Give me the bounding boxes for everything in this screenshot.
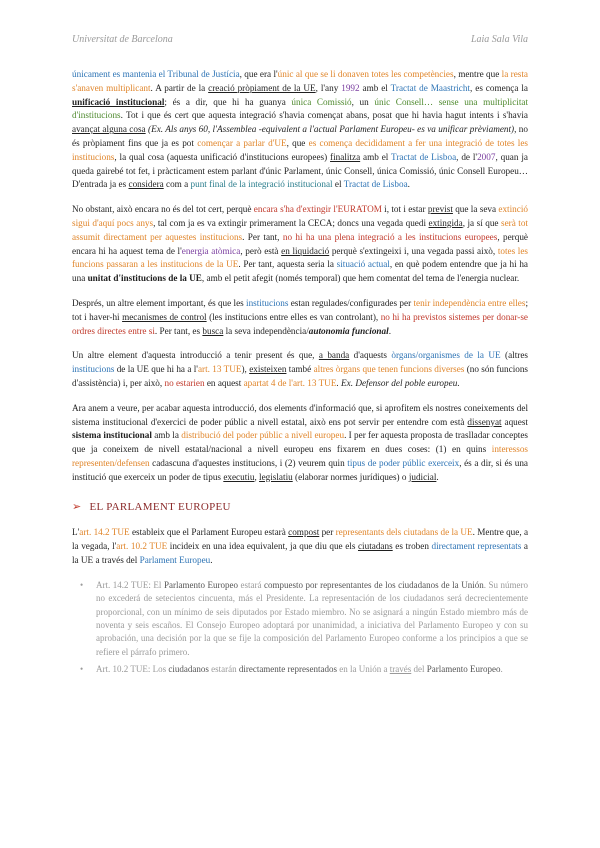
text: L' bbox=[72, 527, 80, 538]
text: estan regulades/configurades per bbox=[288, 297, 414, 308]
text: situació actual bbox=[336, 259, 390, 270]
bullet-icon: • bbox=[80, 664, 84, 675]
text: Tractat de Lisboa bbox=[391, 151, 457, 162]
text: sistema institucional bbox=[72, 430, 152, 441]
text: . bbox=[388, 325, 391, 336]
text: , és a dir, si és una institució que exerceix un poder de tipus bbox=[72, 457, 528, 482]
text: (elaborar normes jurídiques) o bbox=[292, 471, 409, 482]
text: existeixen bbox=[249, 364, 287, 375]
text: amb el bbox=[359, 82, 391, 93]
text: a banda bbox=[318, 350, 350, 361]
text: compost bbox=[288, 527, 320, 538]
text: 1992 bbox=[341, 82, 360, 93]
header-left: Universitat de Barcelona bbox=[72, 34, 173, 45]
text: institucions bbox=[72, 364, 115, 375]
bullet-icon: • bbox=[80, 579, 84, 590]
text: extinció sigui d'aquí pocs anys bbox=[72, 204, 528, 228]
text: es troben bbox=[392, 541, 432, 552]
text: . Su número no excederá de setecientos cincuenta, más el Presidente. La representación de los ciudadanos será decrecientemente proporcional, con un mínimo de seis diputados por Estado miembro. No se asignará a ningún Estado miembro más de noventa y seis escaños. El Consejo Europeo adoptará por unanimidad, a iniciativa del Parlamento Europeo y con su aprobación, una decisión por la que se fije la composición del Parlamento Europeo conforme a los principios a que se refiere el párrafo primero. bbox=[96, 579, 529, 657]
text: Ara anem a veure, per acabar aquesta introducció, dos elements d'informació que, si aprofitem els nostres coneixements del sistema institucional d'exercici de poder públic a nivell estatal, això ens pot servir per entendre com està bbox=[72, 402, 528, 427]
text: Després, un altre element important, és que les bbox=[72, 297, 247, 308]
text: (altres bbox=[500, 350, 529, 361]
section-title: EL PARLAMENT EUROPEU bbox=[89, 500, 231, 513]
text: , un bbox=[351, 96, 375, 107]
text: , de l' bbox=[456, 151, 478, 162]
text: art. 14.2 TUE bbox=[79, 527, 130, 538]
text: d'aquests bbox=[349, 350, 392, 361]
text: 2007 bbox=[477, 151, 496, 162]
text: únicament es mantenia el Tribunal de Justícia bbox=[72, 69, 240, 79]
text: altres òrgans que tenen funcions diverses bbox=[313, 364, 465, 375]
text: estableix que el Parlament Europeu estarà bbox=[129, 527, 289, 538]
text: autonomia funcional bbox=[308, 325, 389, 336]
text: , quan ja queda gairebé tot fet, i pràcticament estem parlant d'únic Parlament, únic Consell, única Comissió, únic Consell Europeu… D'entrada ja es bbox=[72, 151, 528, 190]
text: busca bbox=[202, 325, 224, 336]
text: en liquidació bbox=[281, 245, 330, 256]
text: Art. 14.2 TUE: El bbox=[96, 579, 164, 590]
text: . bbox=[210, 554, 213, 565]
text: (no són funcions d'assistència) bbox=[72, 364, 529, 388]
text: considera bbox=[128, 179, 164, 190]
text: . bbox=[436, 471, 439, 482]
text: es comença decididament a fer una integració de totes les institucions bbox=[72, 137, 528, 162]
text: , però està bbox=[240, 245, 282, 256]
text: , amb el petit afegit (només temporal) que hem comentat del tema de l'energia nuclear. bbox=[201, 273, 520, 284]
text: Art. 10.2 TUE: Los bbox=[96, 664, 169, 675]
paragraph-2 bbox=[72, 203, 528, 286]
text: , que era l' bbox=[239, 69, 278, 79]
text: Parlamento Europeo bbox=[426, 664, 501, 675]
text: art. 10.2 TUE bbox=[116, 541, 168, 552]
text: . Per tant, bbox=[242, 231, 283, 242]
paragraph-5 bbox=[72, 402, 528, 485]
text: no estarien bbox=[164, 377, 205, 388]
document-body bbox=[72, 68, 528, 681]
text: extingida bbox=[428, 217, 463, 228]
text: . bbox=[407, 179, 410, 190]
text: , mentre que bbox=[453, 69, 502, 79]
text: ), bbox=[241, 364, 250, 375]
text: legislatiu bbox=[259, 471, 293, 482]
text: mecanismes de control bbox=[122, 311, 207, 322]
text: interessos representen/defensen bbox=[72, 444, 528, 468]
text: també bbox=[286, 364, 314, 375]
text: per bbox=[319, 527, 336, 538]
section-heading bbox=[72, 501, 528, 515]
text: la resta s'anaven multiplicant bbox=[72, 69, 528, 93]
text: ciutadans bbox=[357, 541, 393, 552]
text: aquest bbox=[501, 416, 528, 427]
text: unificació institucional bbox=[72, 96, 165, 107]
text: , ja sí que bbox=[462, 217, 501, 228]
text: estarán bbox=[208, 664, 239, 675]
paragraph-1 bbox=[72, 68, 528, 192]
text: , l'any bbox=[315, 82, 342, 93]
text: . Tot i que és cert que aquesta integració s'havia començat abans, posat que hi havia hagut intents i s'havia bbox=[120, 110, 528, 121]
text: , en què podem entendre que ja hi ha una bbox=[72, 259, 528, 284]
text: del bbox=[411, 664, 427, 675]
text: únic al que se li donaven totes les competències bbox=[277, 69, 454, 79]
text: a la UE a través del bbox=[72, 541, 528, 565]
text: Un altre element d'aquesta introducció a tenir present és que, bbox=[72, 350, 319, 361]
text: únic Consell… sense una multiplicitat d'institucions bbox=[72, 96, 529, 121]
text: . I per fer aquesta proposta de traslladar conceptes que ja coneixem de nivell estatal/nacional a nivell europeu ens fixarem en dues coses: (1) en quins bbox=[72, 430, 529, 455]
text: la seva independència/ bbox=[223, 325, 309, 336]
text: creació pròpiament de la UE bbox=[208, 82, 316, 93]
text: executiu bbox=[223, 471, 255, 482]
text: que la seva bbox=[452, 204, 499, 215]
text: no hi ha una plena integració a les institucions europees bbox=[282, 231, 498, 242]
paragraph-3 bbox=[72, 297, 528, 338]
text: en la Unión a bbox=[337, 664, 390, 675]
text: , bbox=[254, 471, 260, 482]
text: única Comissió bbox=[291, 96, 352, 107]
text: , es comença la bbox=[470, 82, 528, 93]
text: perquè s'extingeixi i, una vegada passi això, bbox=[329, 245, 498, 256]
text: , perquè encara hi ha aquest tema de l' bbox=[72, 231, 528, 256]
text: en aquest bbox=[204, 377, 244, 388]
text: com a bbox=[163, 179, 191, 190]
quote-art-14-2 bbox=[72, 579, 528, 659]
text: . bbox=[457, 377, 460, 388]
text: Parlamento Europeo bbox=[163, 579, 238, 590]
text: cadascuna d'aquestes institucions, i (2) veurem quin bbox=[149, 457, 348, 468]
text: distribució del poder públic a nivell europeu bbox=[181, 430, 345, 441]
text: No obstant, això encara no és del tot cert, perquè bbox=[72, 204, 254, 215]
text: , no és pròpiament fins que ja es pot bbox=[72, 124, 528, 148]
text: , tal com ja es va extingir primerament la CECA; doncs una vegada quedi bbox=[153, 217, 429, 228]
text: art. 13 TUE bbox=[197, 364, 242, 375]
text: , la qual cosa (aquesta unificació d'institucions europees) bbox=[114, 151, 331, 162]
text: judicial bbox=[408, 471, 437, 482]
text: previst bbox=[427, 204, 453, 215]
arrow-icon: ➢ bbox=[72, 500, 82, 513]
text: dissenyat bbox=[467, 416, 502, 427]
text: directamente representados bbox=[238, 664, 338, 675]
text: . bbox=[500, 664, 503, 675]
quote-art-10-2 bbox=[72, 663, 528, 676]
text: ciudadanos bbox=[168, 664, 209, 675]
header-right: Laia Sala Vila bbox=[470, 34, 528, 45]
text: , que bbox=[286, 137, 309, 148]
text: incideix en una idea equivalent, ja que diu que els bbox=[167, 541, 358, 552]
paragraph-6 bbox=[72, 526, 528, 567]
text: compuesto por representantes de los ciudadanos de la Unión bbox=[264, 579, 484, 590]
text: estará bbox=[237, 579, 265, 590]
text: amb la bbox=[151, 430, 182, 441]
paragraph-4 bbox=[72, 349, 528, 390]
text: directament representats bbox=[431, 541, 522, 552]
text: el bbox=[332, 179, 344, 190]
text: . Per tant, aquesta seria la bbox=[238, 259, 337, 270]
text: unitat d'institucions de la UE bbox=[87, 273, 202, 284]
text: encara s'ha d'extingir l'EURATOM bbox=[253, 204, 382, 215]
text: començar a parlar d'UE bbox=[197, 137, 287, 148]
text: i, tot i estar bbox=[381, 204, 428, 215]
text: finalitza bbox=[330, 151, 361, 162]
text: ; tot i haver-hi bbox=[72, 297, 528, 322]
text: punt final de la integració institucional bbox=[190, 179, 333, 190]
text: Tractat de Maastricht bbox=[390, 82, 471, 93]
text: totes les funcions passaran a les institucions de la UE bbox=[72, 245, 528, 270]
text: representants dels ciutadans de la UE bbox=[335, 527, 473, 538]
text: (Ex. Als anys 60, l'Assemblea -equivalent a l'actual Parlament Europeu- es va unificar prèviament) bbox=[145, 124, 515, 135]
text: Tractat de Lisboa bbox=[343, 179, 408, 190]
text: (les institucions entre elles es van controlant), bbox=[206, 311, 381, 322]
text: energia atòmica bbox=[181, 245, 241, 256]
text: serà tot assumit directament per aquestes institucions bbox=[72, 217, 528, 242]
text: i, per això, bbox=[120, 377, 165, 388]
text: ; és a dir, que hi ha guanya bbox=[164, 96, 292, 107]
text: amb el bbox=[360, 151, 392, 162]
text: no hi ha previstos sistemes per donar-se ordres directes entre si bbox=[72, 311, 528, 336]
text: de la UE que hi ha a l' bbox=[114, 364, 198, 375]
text: avançat alguna cosa bbox=[72, 124, 146, 135]
text: tipus de poder públic exerceix bbox=[347, 457, 460, 468]
text: . Mentre que, a la vegada, l' bbox=[72, 527, 529, 552]
text: apartat 4 de l'art. 13 TUE bbox=[243, 377, 337, 388]
text: . Ex. Defensor del poble europeu bbox=[336, 377, 458, 388]
text: òrgans/organismes de la UE bbox=[391, 350, 501, 361]
text: través bbox=[389, 664, 412, 675]
text: . A partir de la bbox=[150, 82, 209, 93]
text: . Per tant, es bbox=[154, 325, 203, 336]
text: institucions bbox=[246, 297, 289, 308]
text: Parlament Europeu bbox=[139, 554, 211, 565]
text: tenir independència entre elles bbox=[413, 297, 526, 308]
